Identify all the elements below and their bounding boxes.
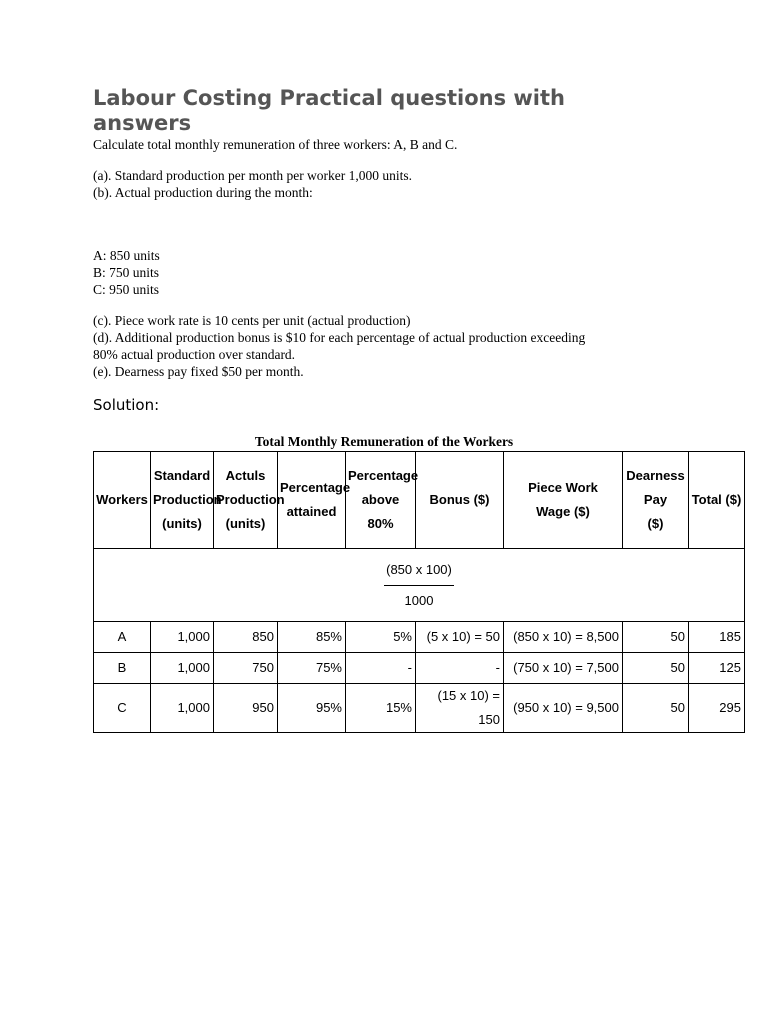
- table-title: Total Monthly Remuneration of the Workers: [254, 434, 514, 449]
- table-row: [94, 653, 745, 684]
- header-line: Production: [153, 492, 222, 507]
- cell-total: 185: [689, 622, 745, 653]
- document-body: [93, 86, 733, 414]
- percentage-formula: [384, 558, 454, 613]
- cell-total: 125: [689, 653, 745, 684]
- item-b: (b). Actual production during the month:: [93, 185, 313, 200]
- formula-row: [94, 549, 745, 622]
- item-c: (c). Piece work rate is 10 cents per unit (actual production): [93, 313, 411, 328]
- actual-b: B: 750 units: [93, 265, 160, 280]
- header-cell: [346, 452, 419, 549]
- cell-worker: A: [94, 622, 151, 653]
- header-cell: [94, 452, 151, 549]
- header-cell: [214, 452, 285, 549]
- cell-actual: 750: [214, 653, 278, 684]
- cell-piece-wage: (850 x 10) = 8,500: [504, 622, 623, 653]
- item-d-line1: (d). Additional production bonus is $10 for each percentage of actual production exceeding: [93, 330, 586, 345]
- cell-worker: C: [94, 684, 151, 733]
- cell-total: 295: [689, 684, 745, 733]
- cell-piece-wage: (950 x 10) = 9,500: [504, 684, 623, 733]
- table-row: [94, 622, 745, 653]
- intro-text: Calculate total monthly remuneration of three workers: A, B and C.: [93, 137, 458, 152]
- cell-pct-above: -: [346, 653, 416, 684]
- cell-worker: B: [94, 653, 151, 684]
- actual-c: C: 950 units: [93, 282, 160, 297]
- cell-standard: 1,000: [151, 653, 214, 684]
- formula-numerator: (850 x 100): [384, 558, 454, 586]
- header-line: above 80%: [361, 492, 400, 531]
- item-a: (a). Standard production per month per worker 1,000 units.: [93, 168, 413, 183]
- header-cell: [416, 452, 504, 549]
- cell-dearness: 50: [623, 684, 689, 733]
- header-line: Pay: [643, 492, 668, 507]
- solution-heading: Solution:: [93, 396, 160, 414]
- cell-pct-attained: 95%: [278, 684, 346, 733]
- header-line: Production: [216, 492, 285, 507]
- cell-standard: 1,000: [151, 684, 214, 733]
- remuneration-table: [93, 451, 744, 727]
- header-cell: [278, 452, 351, 549]
- header-line: Bonus ($): [429, 492, 490, 507]
- actual-a: A: 850 units: [93, 248, 160, 263]
- cell-standard: 1,000: [151, 622, 214, 653]
- item-e: (e). Dearness pay fixed $50 per month.: [93, 364, 304, 379]
- cell-actual: 950: [214, 684, 278, 733]
- cell-pct-above: 15%: [346, 684, 416, 733]
- cell-bonus: (15 x 10) = 150: [416, 684, 504, 733]
- item-d-line2: 80% actual production over standard.: [93, 347, 296, 362]
- header-line: Percentage: [280, 480, 351, 495]
- table-header-row: [94, 452, 745, 549]
- cell-bonus: (5 x 10) = 50: [416, 622, 504, 653]
- cell-bonus: -: [416, 653, 504, 684]
- formula-denominator: 1000: [404, 592, 434, 608]
- header-line: attained: [286, 504, 337, 519]
- header-line: (units): [162, 516, 202, 531]
- header-line: ($): [647, 516, 664, 531]
- header-line: Piece Work: [528, 480, 598, 495]
- cell-pct-above: 5%: [346, 622, 416, 653]
- cell-dearness: 50: [623, 622, 689, 653]
- header-cell: [623, 452, 689, 549]
- header-line: Wage ($): [536, 504, 590, 519]
- cell-pct-attained: 75%: [278, 653, 346, 684]
- header-line: Dearness: [626, 468, 685, 483]
- header-cell: [151, 452, 222, 549]
- header-line: Percentage: [348, 468, 419, 483]
- formula-cell: [94, 549, 745, 622]
- cell-piece-wage: (750 x 10) = 7,500: [504, 653, 623, 684]
- table-row: [94, 684, 745, 733]
- header-cell: [504, 452, 623, 549]
- page-title: Labour Costing Practical questions with answers: [93, 86, 565, 135]
- cell-dearness: 50: [623, 653, 689, 684]
- header-line: Total ($): [691, 492, 742, 507]
- cell-pct-attained: 85%: [278, 622, 346, 653]
- cell-actual: 850: [214, 622, 278, 653]
- header-cell: [689, 452, 745, 549]
- header-line: (units): [225, 516, 266, 531]
- header-line: Workers: [96, 492, 148, 507]
- header-line: Actuls: [225, 468, 266, 483]
- header-line: Standard: [153, 468, 211, 483]
